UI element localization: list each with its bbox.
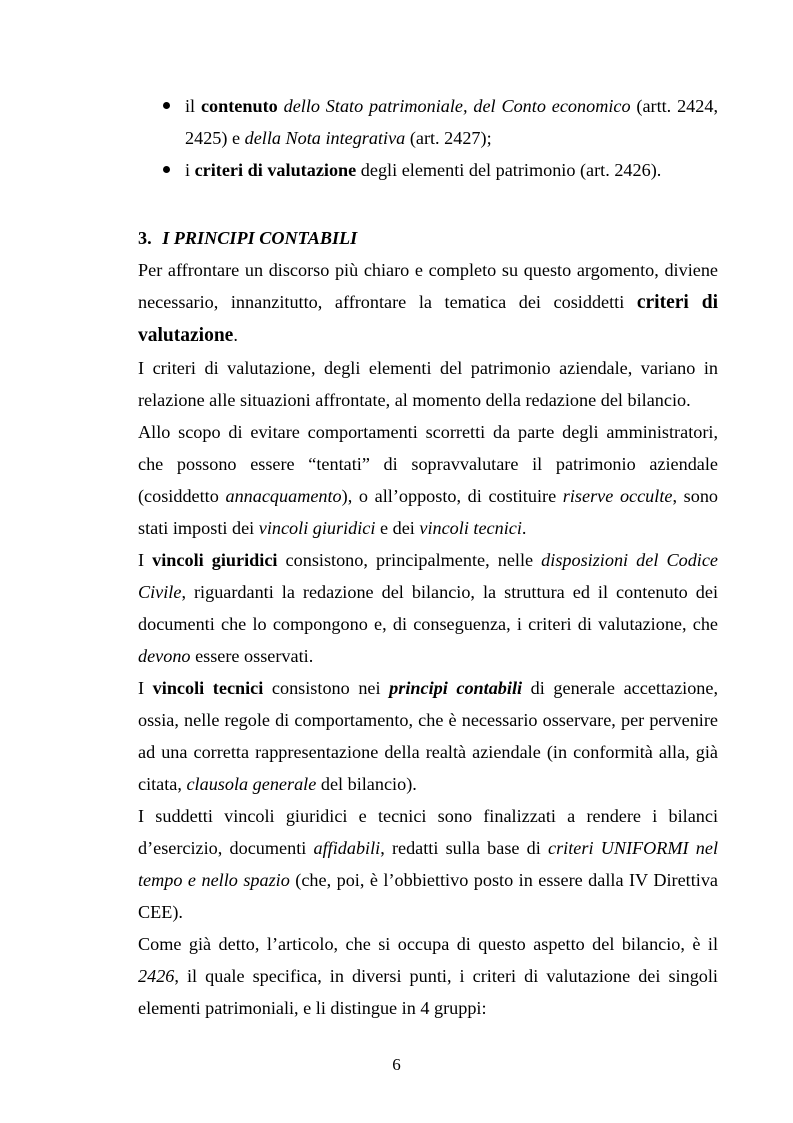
text: (art. 2427);	[405, 128, 492, 148]
bold-italic-text: principi contabili	[389, 678, 523, 698]
bold-text: criteri di valutazione	[138, 292, 718, 346]
paragraph	[138, 672, 718, 800]
text: (che, poi, è l’obbiettivo posto in essere dalla IV Direttiva CEE).	[138, 870, 718, 922]
paragraph: I criteri di valutazione, degli elementi del patrimonio aziendale, variano in relazione alle situazioni affrontate, al momento della redazione del bilancio.	[138, 358, 718, 410]
page-number: 6	[392, 1055, 401, 1074]
text: .	[521, 518, 527, 538]
italic-text: devono	[138, 646, 191, 666]
paragraph	[138, 254, 718, 352]
section-number: 3.	[138, 228, 152, 248]
text: essere osservati.	[190, 646, 314, 666]
italic-text: affidabili	[313, 838, 381, 858]
bullet-item	[138, 90, 718, 154]
bullet-dot-icon	[163, 166, 170, 173]
text: , redatti sulla base di	[380, 838, 549, 858]
italic-text: della Nota integrativa	[244, 128, 406, 148]
text: i	[185, 160, 195, 180]
text: I	[138, 550, 153, 570]
italic-text: vincoli giuridici	[258, 518, 376, 538]
text: (artt. 2424, 2425) e	[185, 96, 718, 148]
text: I suddetti vincoli giuridici e tecnici sono finalizzati a rendere i bilanci d’esercizio, documenti	[138, 806, 718, 858]
bold-text: vincoli giuridici	[152, 550, 278, 570]
italic-text: vincoli tecnici	[419, 518, 522, 538]
section-heading	[138, 222, 718, 254]
text: Come già detto, l’articolo, che si occupa di questo aspetto del bilancio, è il	[138, 934, 718, 954]
text: , sono stati imposti dei	[138, 486, 719, 538]
body-text	[138, 254, 718, 1024]
text: di generale accettazione, ossia, nelle regole di comportamento, che è necessario osservare, per pervenire ad una corretta rappresentazione della realtà aziendale (in conformità alla, già citata,	[138, 678, 719, 794]
bullet-list	[138, 90, 718, 186]
text: consistono nei	[263, 678, 390, 698]
text: del bilancio).	[316, 774, 417, 794]
text: I	[138, 678, 153, 698]
bold-text: vincoli tecnici	[152, 678, 264, 698]
italic-text: riserve occulte	[562, 486, 673, 506]
italic-text: disposizioni del Codice Civile	[138, 550, 719, 602]
italic-text: dello Stato patrimoniale, del Conto economico	[283, 96, 631, 116]
text: consistono, principalmente, nelle	[277, 550, 542, 570]
text: e dei	[375, 518, 420, 538]
bold-text: contenuto	[200, 96, 278, 116]
bullet-dot-icon	[163, 102, 170, 109]
bold-text: criteri di valutazione	[194, 160, 357, 180]
section-title: I PRINCIPI CONTABILI	[162, 228, 358, 248]
italic-text: 2426	[138, 966, 175, 986]
italic-text: criteri UNIFORMI nel tempo e nello spazio	[138, 838, 718, 890]
paragraph	[138, 544, 718, 672]
text: degli elementi del patrimonio (art. 2426).	[356, 160, 662, 180]
text: Allo scopo di evitare comportamenti scorretti da parte degli amministratori, che possono essere “tentati” di sopravvalutare il patrimonio aziendale (cosiddetto	[138, 422, 718, 506]
italic-text: clausola generale	[186, 774, 317, 794]
text: , il quale specifica, in diversi punti, i criteri di valutazione dei singoli elementi patrimoniali, e li distingue in 4 gruppi:	[138, 966, 718, 1018]
paragraph	[138, 416, 718, 544]
text: Per affrontare un discorso più chiaro e completo su questo argomento, diviene necessario, innanzitutto, affrontare la tematica dei cosiddetti	[138, 260, 718, 312]
paragraph	[138, 928, 718, 1024]
text: , riguardanti la redazione del bilancio, la struttura ed il contenuto dei documenti che lo compongono e, di conseguenza, i criteri di valutazione, che	[138, 582, 718, 634]
text: il	[185, 96, 201, 116]
paragraph	[138, 800, 718, 928]
bullet-item	[138, 154, 718, 186]
text: ), o all’opposto, di costituire	[341, 486, 563, 506]
text: .	[233, 325, 238, 345]
italic-text: annacquamento	[225, 486, 342, 506]
